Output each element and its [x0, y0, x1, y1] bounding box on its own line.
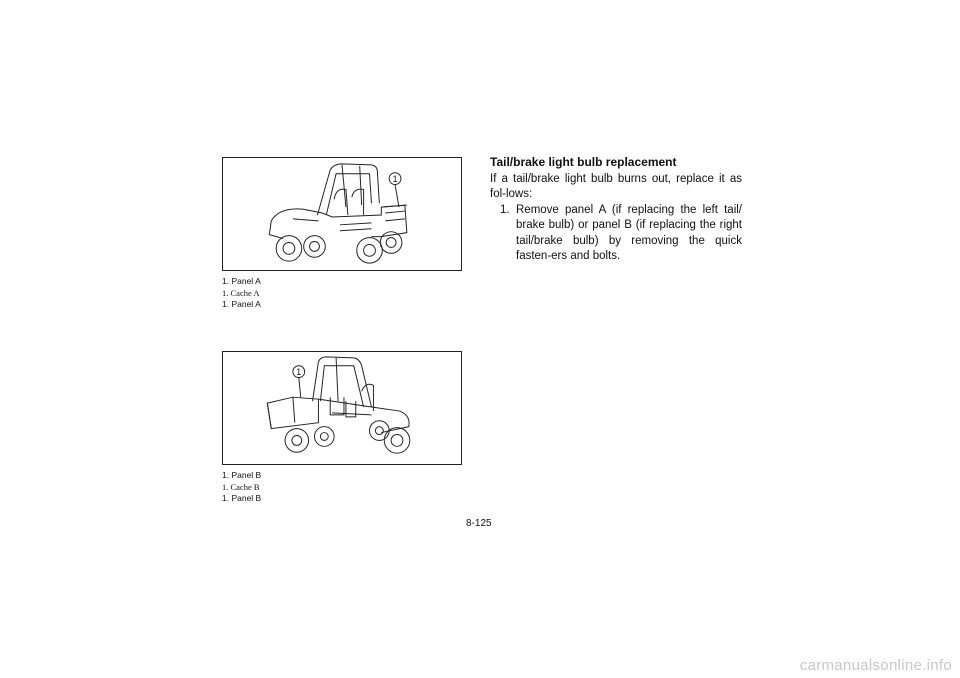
figure-panel-b	[222, 351, 462, 465]
step-item	[500, 203, 742, 265]
caption-line: 1. Panel A	[222, 276, 261, 286]
callout-number: 1	[296, 367, 302, 378]
figure-panel-a	[222, 157, 462, 271]
callout-number: 1	[392, 174, 398, 185]
section-heading: Tail/brake light bulb replacement	[490, 155, 677, 169]
caption-line: 1. Cache B	[222, 481, 260, 492]
vehicle-illustration-b	[223, 352, 461, 464]
step-number: 1.	[500, 203, 510, 216]
section-intro: If a tail/brake light bulb burns out, replace it as fol-lows:	[490, 172, 742, 200]
step-text: Remove panel A (if replacing the left tail/ brake bulb) or panel B (if replacing the right tail/brake bulb) by removing the quick fasten-ers and bolts.	[516, 203, 742, 262]
page-number: 8-125	[466, 518, 492, 529]
caption-line: 1. Cache A	[222, 287, 260, 298]
caption-line: 1. Panel A	[222, 299, 261, 309]
caption-line: 1. Panel B	[222, 493, 262, 503]
figure-a-caption	[222, 276, 261, 311]
watermark: carmanualsonline.info	[799, 657, 952, 674]
section-body	[490, 155, 742, 265]
vehicle-illustration-a	[223, 158, 461, 270]
figure-b-caption	[222, 470, 261, 505]
caption-line: 1. Panel B	[222, 470, 262, 480]
